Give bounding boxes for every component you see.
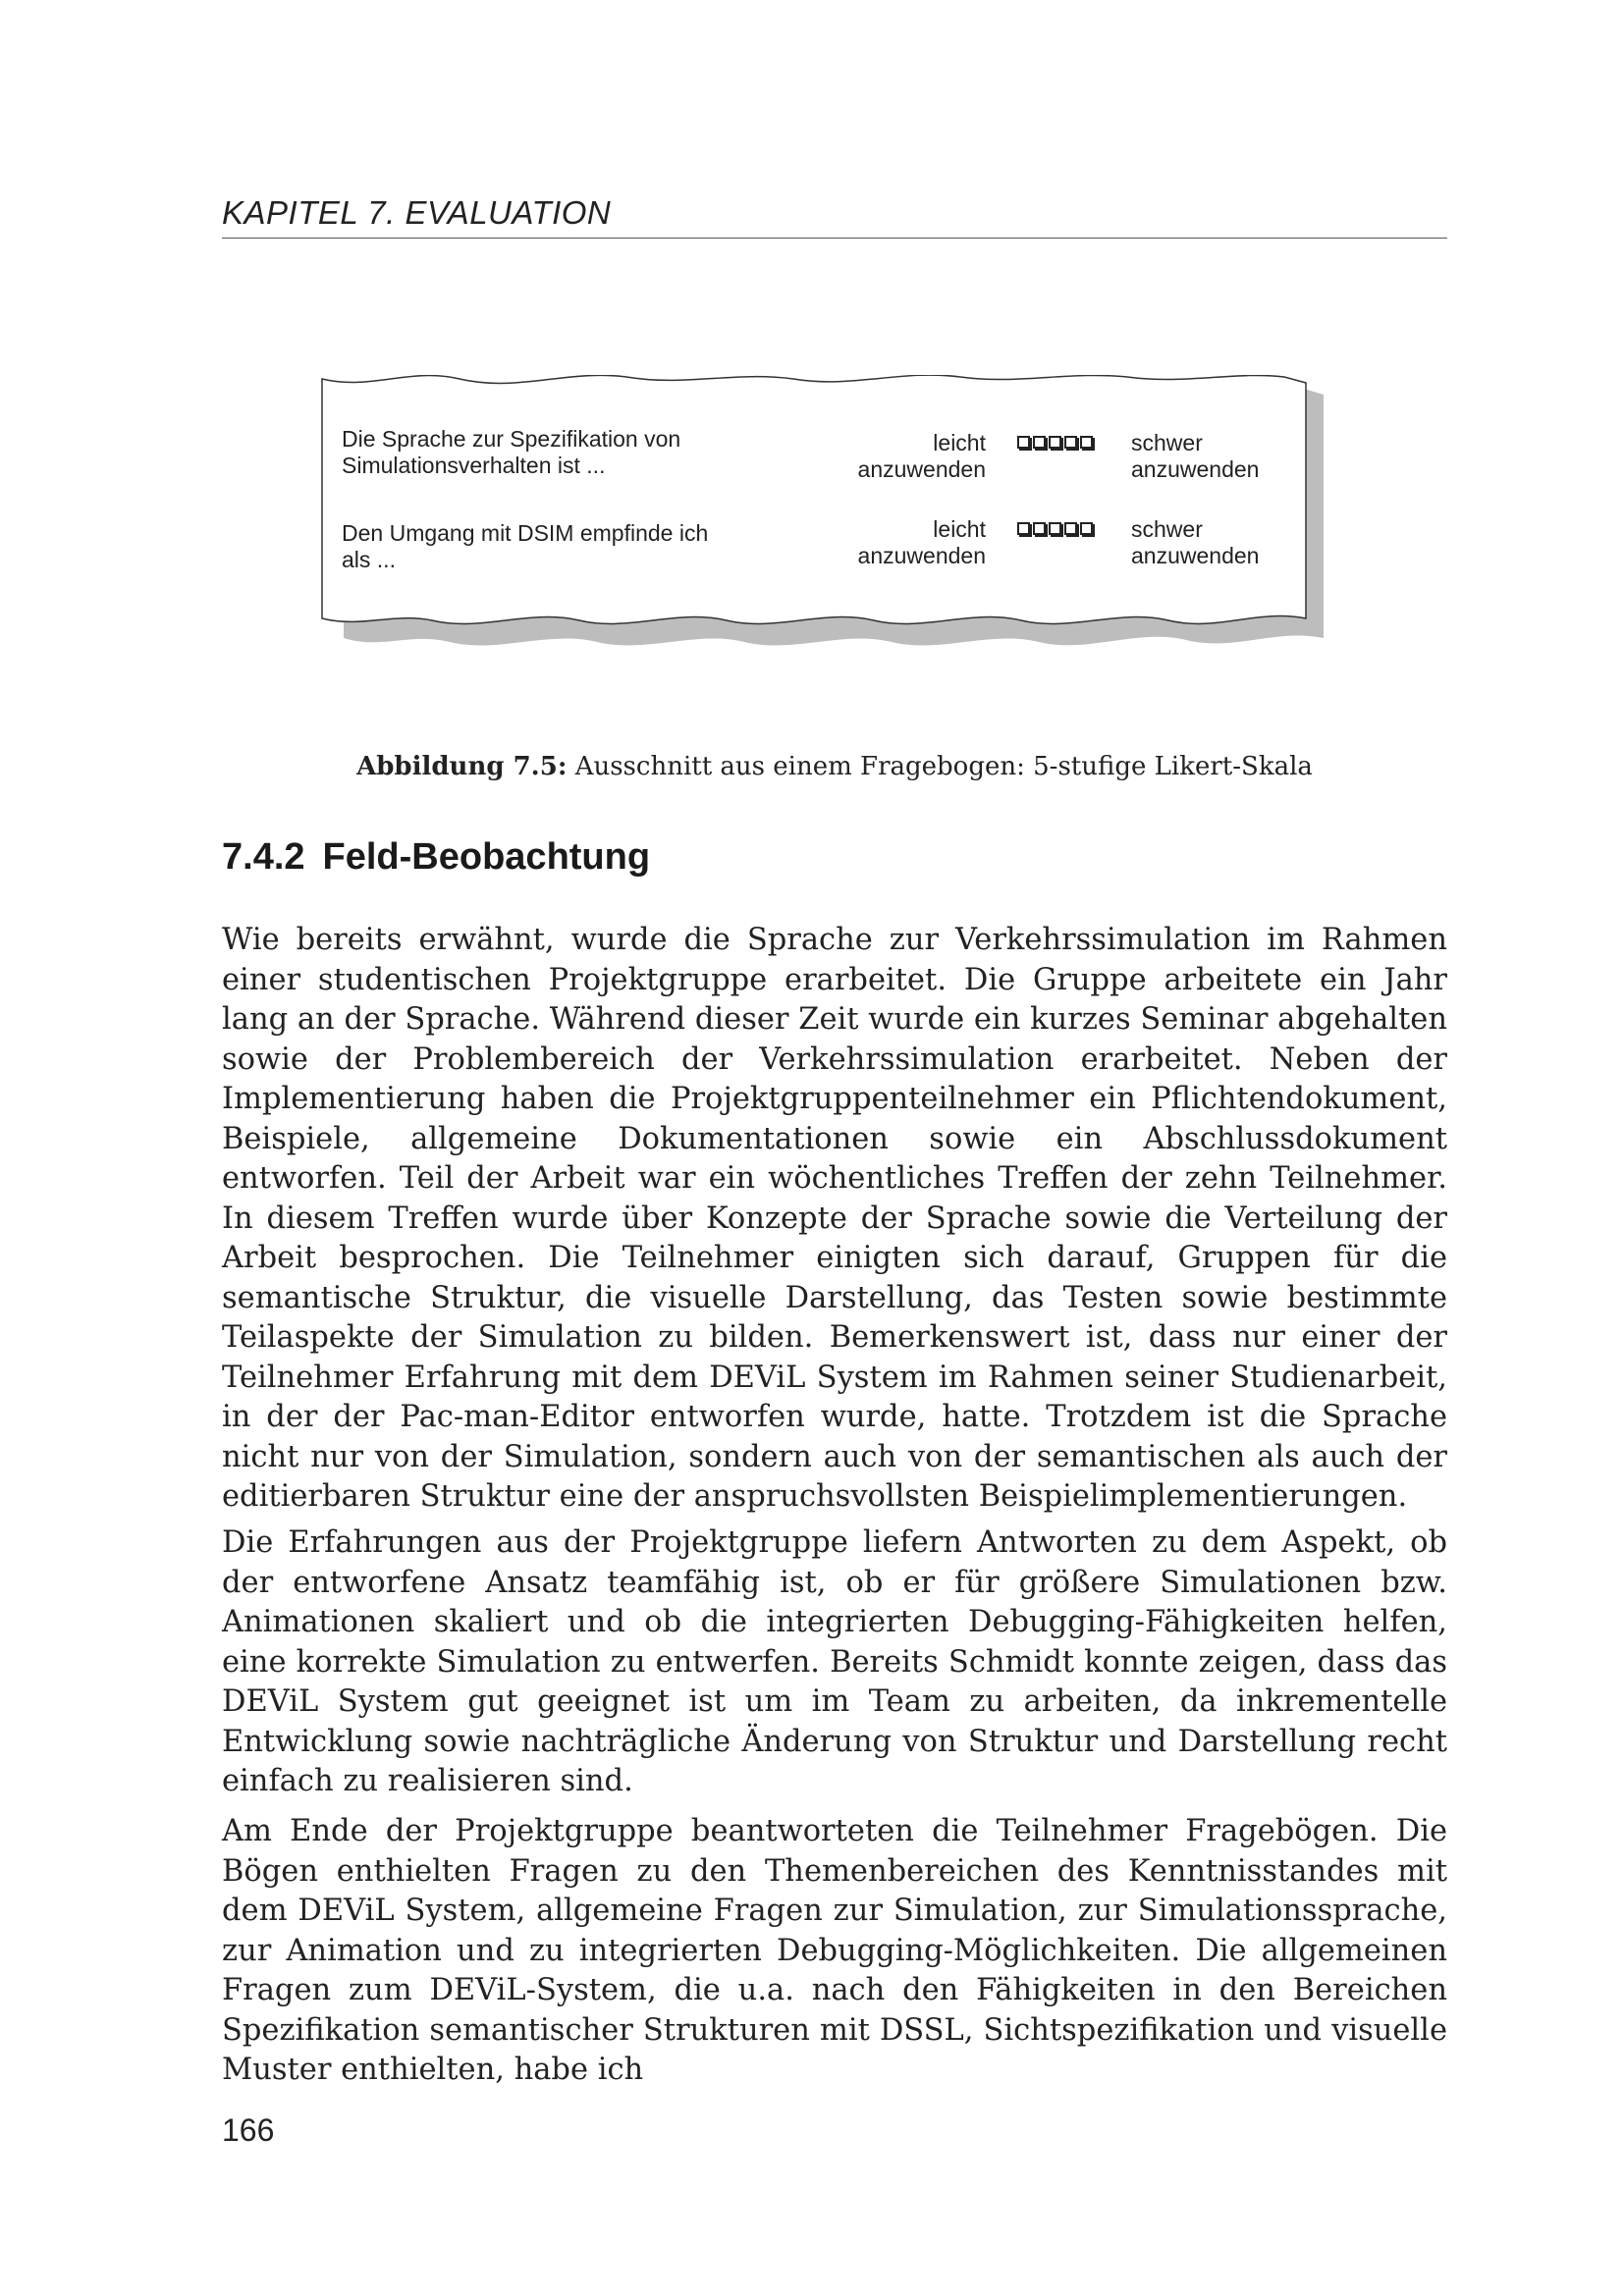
question-1-right-label: schwer anzuwenden	[1131, 430, 1260, 482]
likert-checkbox[interactable]	[1064, 522, 1077, 535]
running-head: KAPITEL 7. EVALUATION	[222, 194, 1447, 239]
likert-checkbox[interactable]	[1049, 436, 1061, 449]
likert-checkbox[interactable]	[1017, 436, 1030, 449]
likert-checkbox[interactable]	[1080, 522, 1093, 535]
figure-caption	[222, 752, 1447, 781]
likert-checkbox[interactable]	[1064, 436, 1077, 449]
paper-sheet	[322, 375, 1306, 623]
paragraph-3: Am Ende der Projektgruppe beantworteten die Teilnehmer Fragebögen. Die Bögen enthielten Fragen zu den Themenbereichen des Kenntnisstandes mit dem DEViL System, allgemeine Fragen zur Simulation, zur Simulationssprache, zur Animation und zu integrierten Debugging-Möglichkeiten. Die allgemeinen Fragen zum DEViL-System, die u.a. nach den Fähigkeiten in den Bereichen Spezifikation semantischer Strukturen mit DSSL, Sichtspezifikation und visuelle Muster enthielten, habe ich	[222, 1814, 1447, 2087]
likert-checkbox[interactable]	[1049, 522, 1061, 535]
paragraph-1: Wie bereits erwähnt, wurde die Sprache zur Verkehrssimulation im Rahmen einer studentischen Projektgruppe erarbeitet. Die Gruppe arbeitete ein Jahr lang an der Sprache. Während dieser Zeit wurde ein kurzes Seminar abgehalten sowie der Problembereich der Verkehrssimulation erarbeitet. Neben der Implementierung haben die Projektgruppenteilnehmer ein Pflichtendokument, Beispiele, allgemeine Dokumentationen sowie ein Abschlussdokument entworfen. Teil der Arbeit war ein wöchentliches Treffen der zehn Teilnehmer. In diesem Treffen wurde über Konzepte der Sprache sowie die Verteilung der Arbeit besprochen. Die Teilnehmer einigten sich darauf, Gruppen für die semantische Struktur, die visuelle Darstellung, das Testen sowie bestimmte Teilaspekte der Simulation zu bilden. Bemerkenswert ist, dass nur einer der Teilnehmer Erfahrung mit dem DEViL System im Rahmen seiner Studienarbeit, in der der Pac-man-Editor entworfen wurde, hatte. Trotzdem ist die Sprache nicht nur von der Simulation, sondern auch von der semantischen als auch der editierbaren Struktur eine der anspruchsvollsten Beispielimplementierungen.	[222, 923, 1447, 1514]
question-2-text: Den Umgang mit DSIM empfinde ich als ...	[342, 520, 709, 572]
question-1-text: Die Sprache zur Spezifikation von Simulationsverhalten ist ...	[342, 426, 681, 478]
questionnaire-figure	[312, 375, 1386, 669]
section-number: 7.4.2	[222, 836, 305, 878]
question-2-likert-scale	[1017, 522, 1093, 535]
question-2-right-label: schwer anzuwenden	[1131, 516, 1260, 568]
likert-checkbox[interactable]	[1033, 522, 1046, 535]
paragraph-2: Die Erfahrungen aus der Projektgruppe liefern Antworten zu dem Aspekt, ob der entworfene Ansatz teamfähig ist, ob er für größere Simulationen bzw. Animationen skaliert und ob die integrierten Debugging-Fähigkeiten helfen, eine korrekte Simulation zu entwerfen. Bereits Schmidt konnte zeigen, dass das DEViL System gut geeignet ist um im Team zu arbeiten, da inkrementelle Entwicklung sowie nachträgliche Änderung von Struktur und Darstellung recht einfach zu realisieren sind.	[222, 1525, 1447, 1798]
question-1-left-label: leicht anzuwenden	[857, 430, 986, 482]
page-number: 166	[222, 2112, 275, 2148]
figure-caption-label: Abbildung 7.5:	[356, 752, 568, 781]
likert-checkbox[interactable]	[1033, 436, 1046, 449]
section-heading	[222, 836, 650, 879]
likert-checkbox[interactable]	[1080, 436, 1093, 449]
question-1-likert-scale	[1017, 436, 1093, 449]
section-title: Feld-Beobachtung	[322, 836, 651, 878]
figure-caption-text: Ausschnitt aus einem Fragebogen: 5-stufige Likert-Skala	[574, 752, 1313, 781]
question-2-left-label: leicht anzuwenden	[857, 516, 986, 568]
likert-checkbox[interactable]	[1017, 522, 1030, 535]
